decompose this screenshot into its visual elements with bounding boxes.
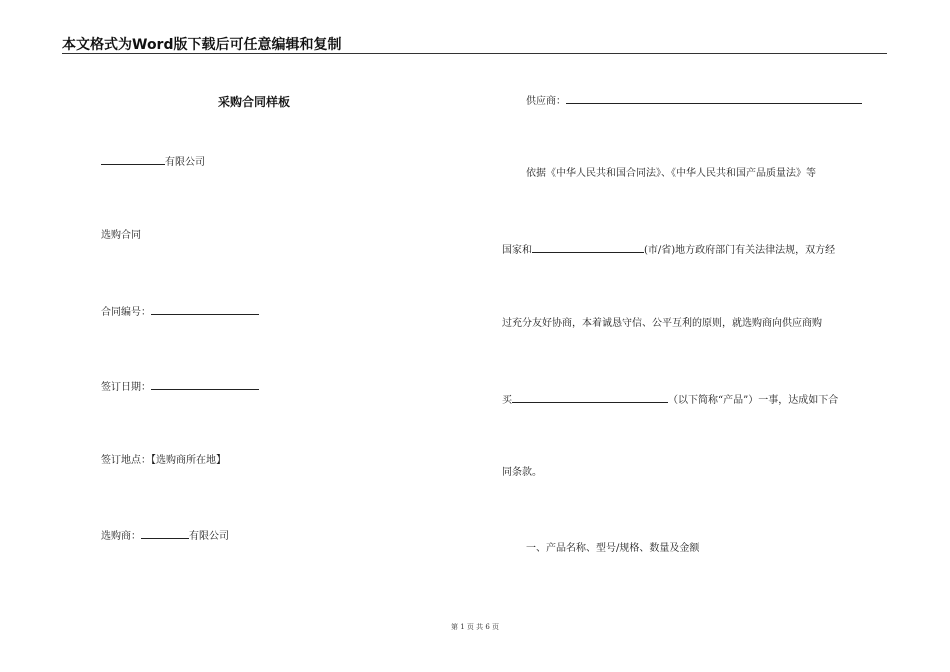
contract-number-line bbox=[101, 304, 259, 320]
document-title: 采购合同样板 bbox=[218, 95, 291, 109]
paragraph-line-4 bbox=[502, 392, 838, 408]
sign-date-label: 签订日期： bbox=[101, 382, 151, 393]
section-1-title: 一、产品名称、型号/规格、数量及金额 bbox=[526, 543, 700, 554]
company-name-line bbox=[101, 154, 205, 170]
sign-place-line bbox=[101, 454, 226, 468]
paragraph-line-2 bbox=[502, 242, 835, 258]
sign-date-blank[interactable] bbox=[151, 379, 259, 390]
buyer-label: 选购商： bbox=[101, 531, 141, 542]
company-suffix: 有限公司 bbox=[165, 157, 205, 168]
supplier-label: 供应商： bbox=[526, 96, 566, 107]
buyer-suffix: 有限公司 bbox=[189, 531, 229, 542]
paragraph-line-3: 过充分友好协商，本着诚恳守信、公平互利的原则，就选购商向供应商购 bbox=[502, 318, 822, 329]
supplier-line bbox=[526, 93, 862, 109]
buyer-name-blank[interactable] bbox=[141, 528, 189, 539]
paragraph-line-5: 同条款。 bbox=[502, 467, 542, 478]
paragraph-line-1: 依据《中华人民共和国合同法》、《中华人民共和国产品质量法》等 bbox=[526, 168, 816, 179]
paragraph-line-2-end: (市/省)地方政府部门有关法律法规，双方经 bbox=[644, 245, 836, 256]
sign-place-value: 【选购商所在地】 bbox=[151, 455, 226, 466]
buyer-line bbox=[101, 528, 229, 544]
sign-date-line bbox=[101, 379, 259, 395]
page-header-title: 本文格式为Word版下载后可任意编辑和复制 bbox=[62, 37, 342, 53]
page-footer: 第 1 页 共 6 页 bbox=[450, 623, 500, 631]
contract-number-blank[interactable] bbox=[151, 304, 259, 315]
paragraph-line-2-start: 国家和 bbox=[502, 245, 532, 256]
supplier-name-blank[interactable] bbox=[566, 93, 862, 104]
paragraph-line-4-end: （以下简称“产品”）一事，达成如下合 bbox=[668, 395, 839, 406]
contract-number-label: 合同编号： bbox=[101, 307, 151, 318]
header-divider bbox=[62, 53, 887, 54]
product-blank[interactable] bbox=[512, 392, 668, 403]
contract-name: 选购合同 bbox=[101, 230, 141, 241]
company-name-blank[interactable] bbox=[101, 154, 165, 165]
paragraph-line-4-start: 买 bbox=[502, 395, 512, 406]
sign-place-label: 签订地点： bbox=[101, 455, 151, 466]
region-blank[interactable] bbox=[532, 242, 644, 253]
